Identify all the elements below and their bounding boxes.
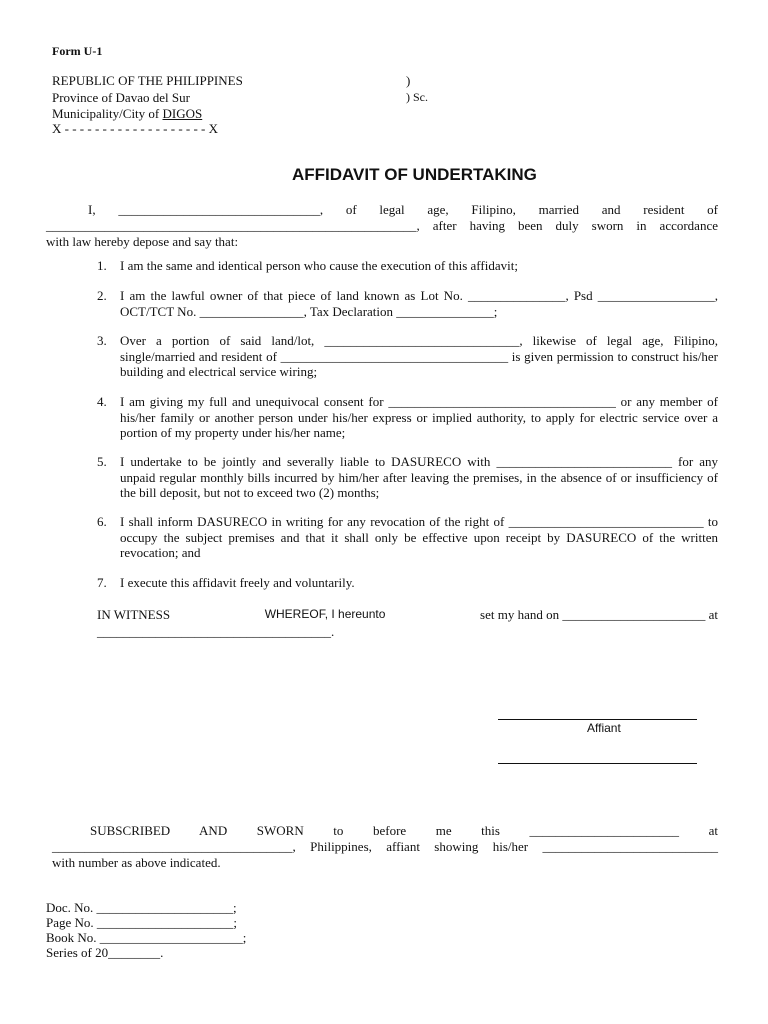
municipality-line — [52, 106, 202, 122]
item-text: I am the lawful owner of that piece of land known as Lot No. _______________, Psd __________________, OCT/TCT No. ________________, Tax Declaration _______________; — [120, 288, 718, 319]
affiant-signature-line — [498, 719, 697, 720]
item-text: I am the same and identical person who cause the execution of this affidavit; — [120, 258, 518, 273]
book-no: Book No. ______________________; — [46, 930, 247, 945]
municipality-value: DIGOS — [162, 106, 203, 121]
item-number: 6. — [97, 514, 107, 529]
witness-line-2: ____________________________________. — [97, 624, 335, 639]
header-separator: X - - - - - - - - - - - - - - - - - - - X — [52, 121, 219, 136]
item-text: I am giving my full and unequivocal consent for ___________________________________ or any member of his/her family or another person under his/her express or implied authority, to apply for electric service over a portion of my property under his/her name; — [120, 394, 718, 440]
intro-line-1: I, _______________________________, of legal age, Filipino, married and resident of — [88, 202, 718, 217]
item-text: Over a portion of said land/lot, ______________________________, likewise of legal age, Filipino, single/married and resident of ___________________________________ is given permission to construct his/her building and electrical service wiring; — [120, 333, 718, 379]
form-id: Form U-1 — [52, 44, 103, 58]
witness-part-b: WHEREOF, I hereunto — [264, 607, 386, 621]
item-number: 4. — [97, 394, 107, 409]
province-line: Province of Davao del Sur — [52, 90, 190, 105]
subscribed-line-2: _____________________________________, Philippines, affiant showing his/her ___________________________ — [52, 839, 718, 854]
item-number: 5. — [97, 454, 107, 469]
series-of: Series of 20________. — [46, 945, 164, 960]
item-text: I shall inform DASURECO in writing for any revocation of the right of ______________________________ to occupy the subject premises and that it shall only be effective upon receipt by DASURECO of the written revocation; and — [120, 514, 718, 560]
item-number: 7. — [97, 575, 107, 590]
sc-marker: ) Sc. — [406, 90, 428, 104]
item-number: 3. — [97, 333, 107, 348]
item-text: I undertake to be jointly and severally liable to DASURECO with ___________________________ for any unpaid regular monthly bills incurred by him/her after leaving the premises, in the absence of or insufficiency of the bill deposit, but not to exceed two (2) months; — [120, 454, 718, 500]
intro-line-2: _________________________________________________________, after having been duly sworn in accordance — [46, 218, 718, 233]
subscribed-line-1: SUBSCRIBED AND SWORN to before me this _______________________ at — [90, 823, 718, 838]
affiant-label: Affiant — [587, 721, 621, 735]
page-no: Page No. _____________________; — [46, 915, 238, 930]
intro-line-3: with law hereby depose and say that: — [46, 234, 239, 249]
secondary-signature-line — [498, 763, 697, 764]
paren-1: ) — [406, 73, 411, 88]
item-number: 1. — [97, 258, 107, 273]
republic-line: REPUBLIC OF THE PHILIPPINES — [52, 73, 243, 88]
witness-part-a: IN WITNESS — [97, 607, 171, 622]
witness-part-c: set my hand on ______________________ at — [480, 607, 718, 622]
witness-line-1 — [97, 607, 718, 623]
item-text: I execute this affidavit freely and voluntarily. — [120, 575, 355, 590]
doc-no: Doc. No. _____________________; — [46, 900, 237, 915]
document-title: AFFIDAVIT OF UNDERTAKING — [292, 165, 537, 184]
subscribed-line-3: with number as above indicated. — [52, 855, 221, 870]
municipality-label: Municipality/City of — [52, 106, 163, 121]
item-number: 2. — [97, 288, 107, 303]
